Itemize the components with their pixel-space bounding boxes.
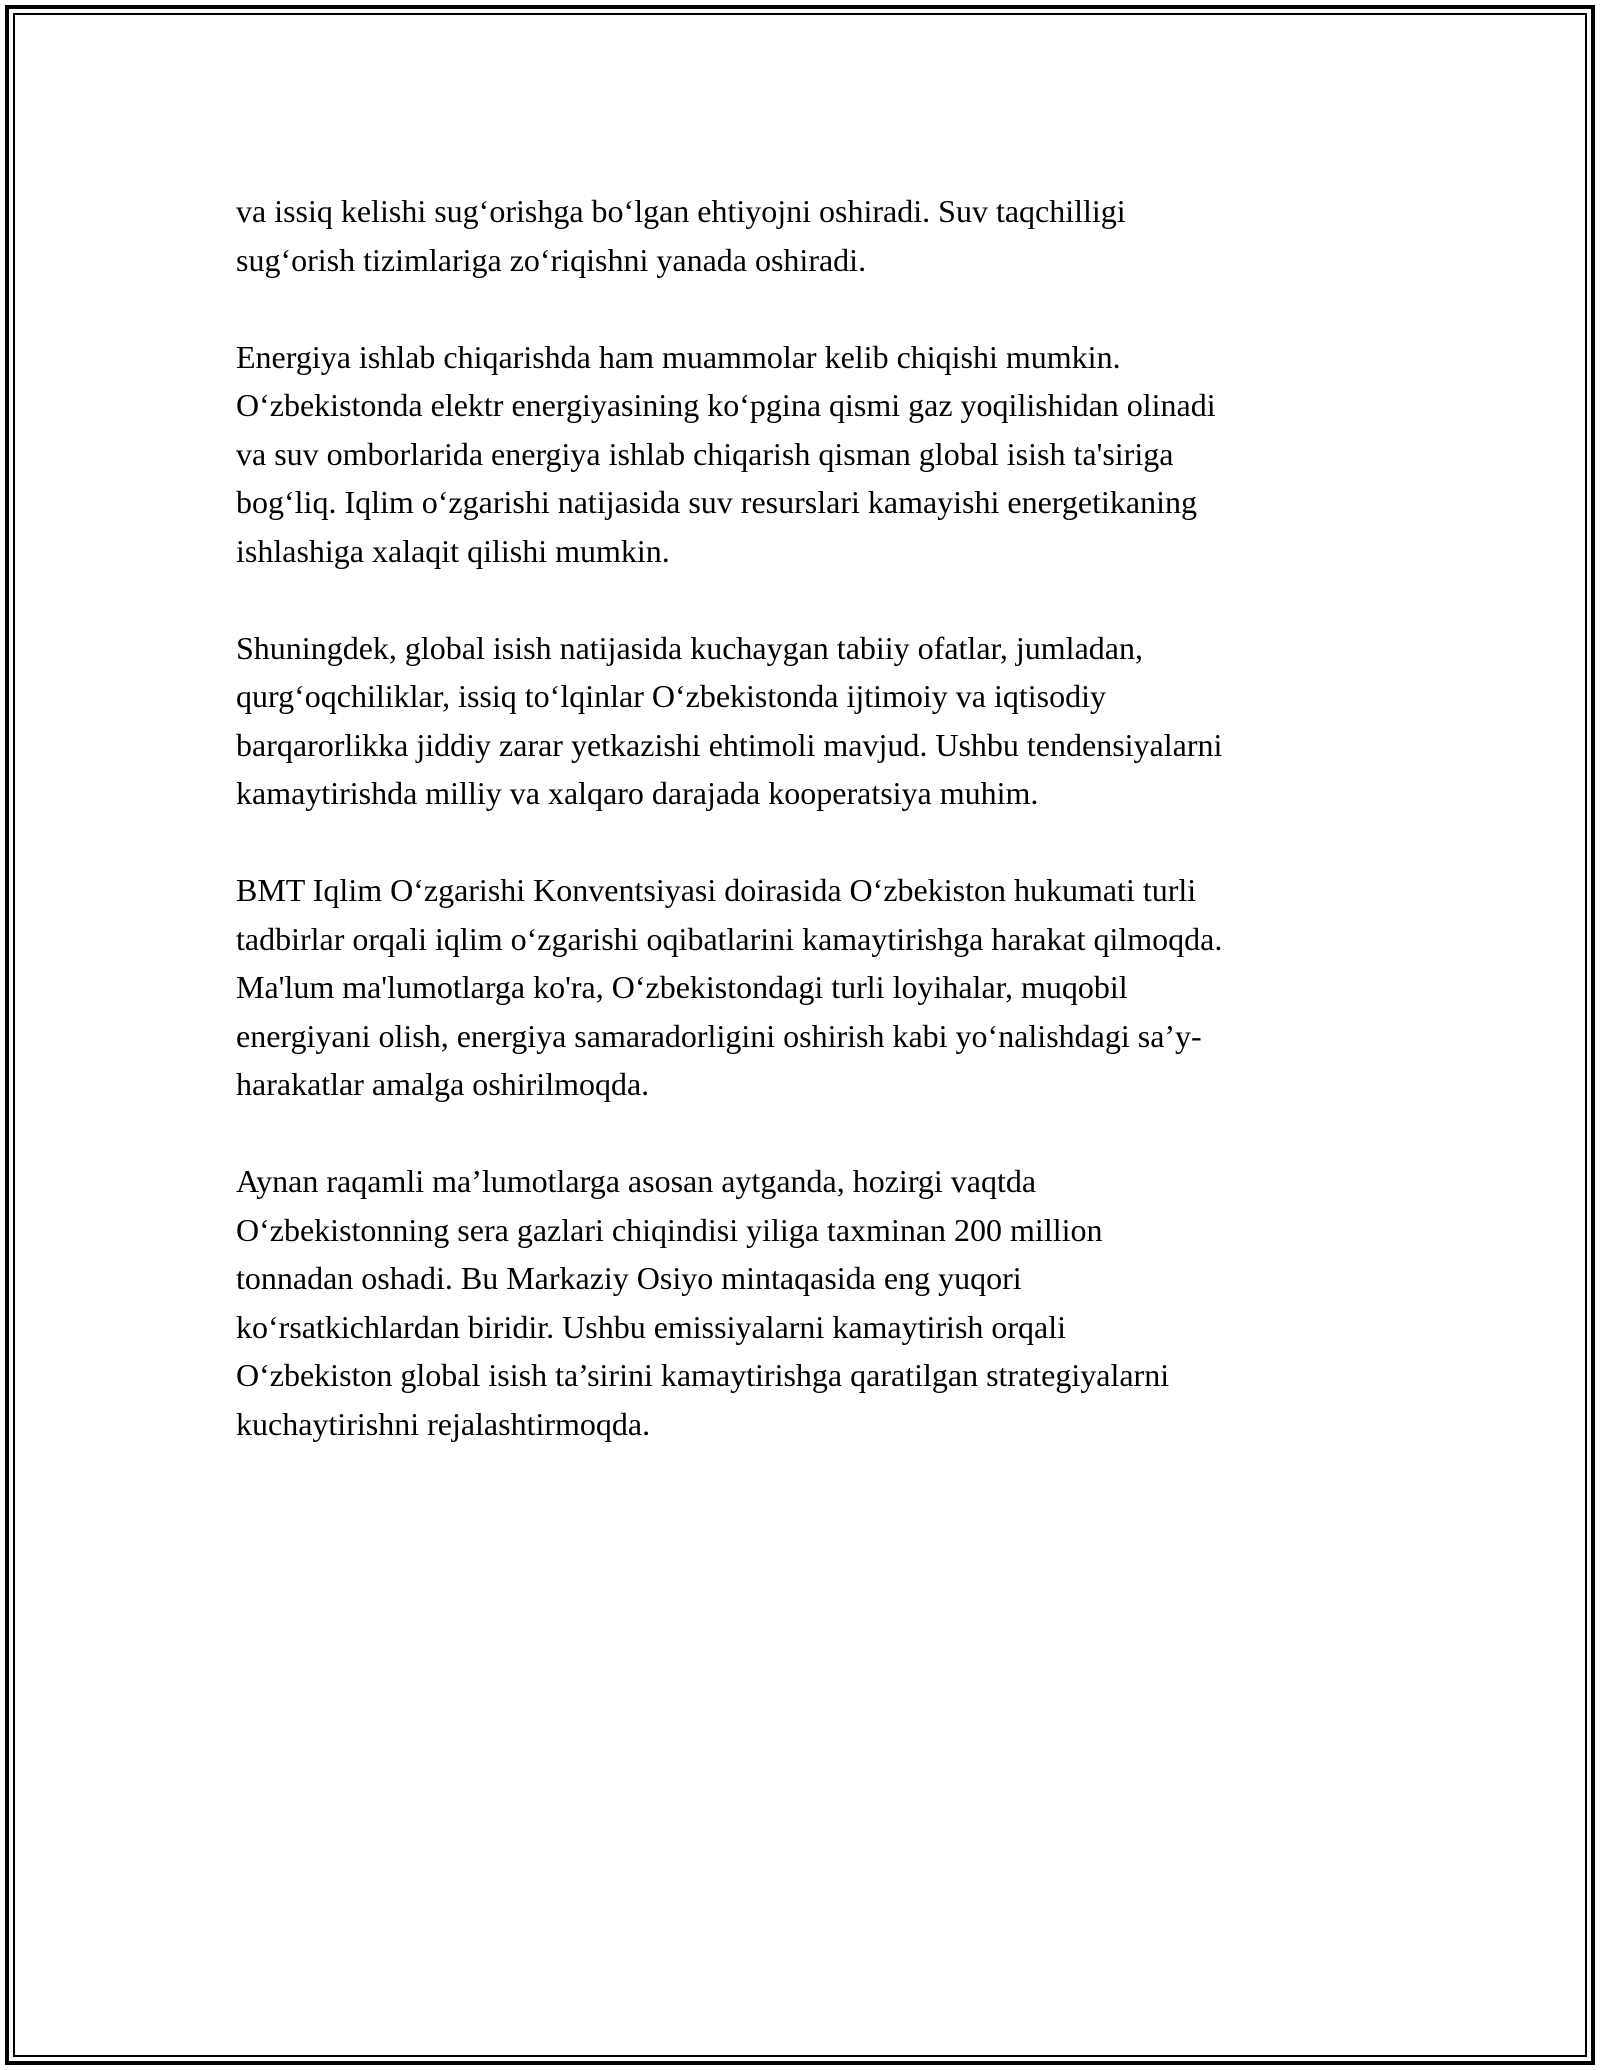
paragraph-energy: Energiya ishlab chiqarishda ham muammolar kelib chiqishi mumkin. O‘zbekistonda elektr energiyasining ko‘pgina qismi gaz yoqilishidan olinadi va suv omborlarida energiya ishlab chiqarish qisman global isish ta'siriga bog‘liq. Iqlim o‘zgarishi natijasida suv resurslari kamayishi energetikaning ishlashiga xalaqit qilishi mumkin.	[236, 338, 1216, 569]
paragraph-emissions: Aynan raqamli ma’lumotlarga asosan aytganda, hozirgi vaqtda O‘zbekistonning sera gazlari chiqindisi yiliga taxminan 200 million tonnadan oshadi. Bu Markaziy Osiyo mintaqasida eng yuqori ko‘rsatkichlardan biridir. Ushbu emissiyalarni kamaytirish orqali O‘zbekiston global isish ta’sirini kamaytirishga qaratilgan strategiyalarni kuchaytirishni rejalashtirmoqda.	[236, 1163, 1170, 1442]
paragraph-irrigation: va issiq kelishi sug‘orishga bo‘lgan ehtiyojni oshiradi. Suv taqchilligi sug‘orish tizimlariga zo‘riqishni yanada oshiradi.	[236, 193, 1126, 278]
paragraph-natural-disasters: Shuningdek, global isish natijasida kuchaygan tabiiy ofatlar, jumladan, qurg‘oqchiliklar, issiq to‘lqinlar O‘zbekistonda ijtimoiy va iqtisodiy barqarorlikka jiddiy zarar yetkazishi ehtimoli mavjud. Ushbu tendensiyalarni kamaytirishda milliy va xalqaro darajada kooperatsiya muhim.	[236, 629, 1223, 811]
paragraph-un-convention: BMT Iqlim O‘zgarishi Konventsiyasi doirasida O‘zbekiston hukumati turli tadbirlar orqali iqlim o‘zgarishi oqibatlarini kamaytirishga harakat qilmoqda. Ma'lum ma'lumotlarga ko'ra, O‘zbekistondagi turli loyihalar, muqobil energiyani olish, energiya samaradorligini oshirish kabi yo‘nalishdagi sa’y- harakatlar amalga oshirilmoqda.	[236, 872, 1223, 1102]
document-body	[236, 187, 1376, 1448]
